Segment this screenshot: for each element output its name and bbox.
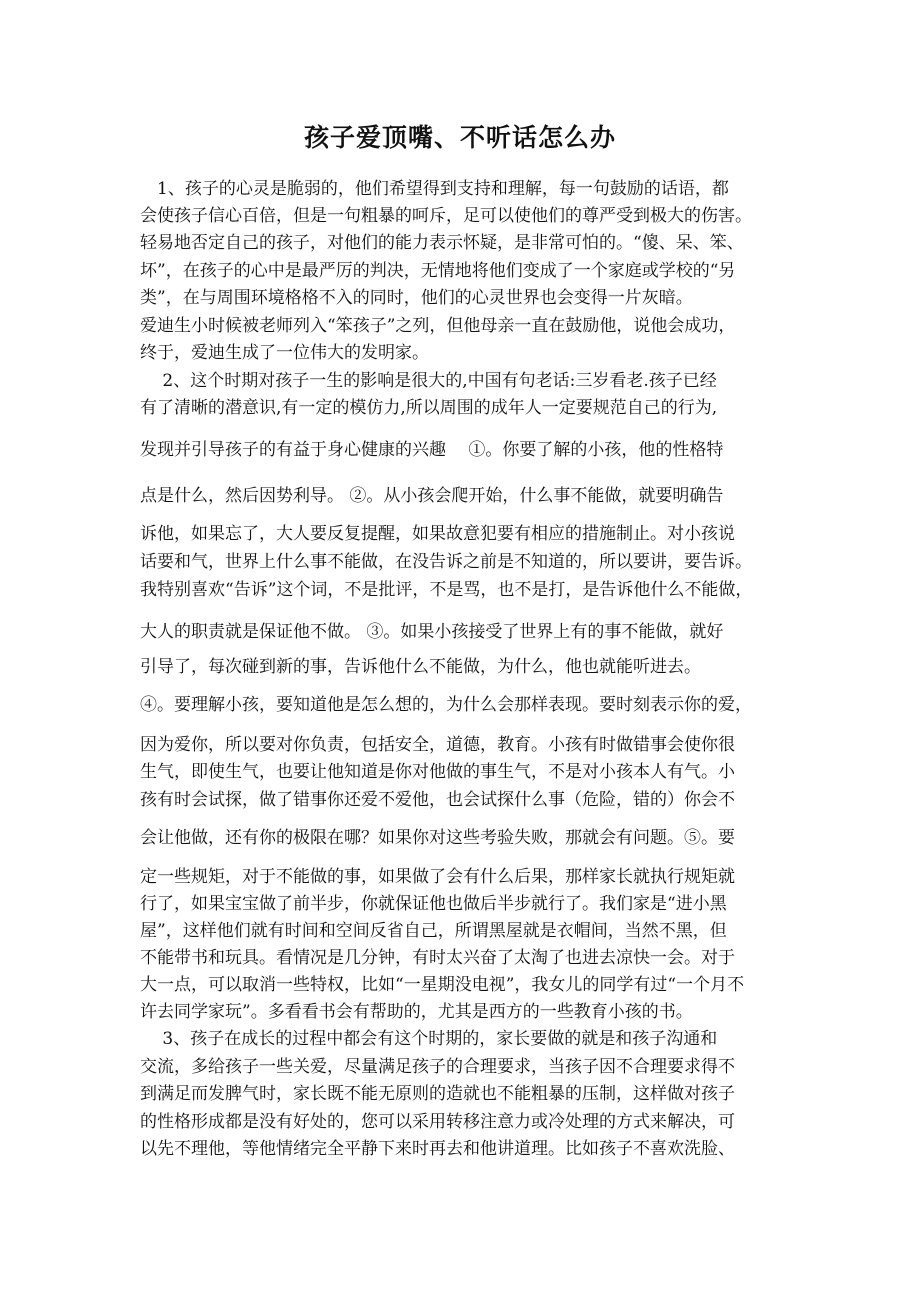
text-line: 1、孩子的心灵是脆弱的，他们希望得到支持和理解，每一句鼓励的话语，都: [140, 179, 729, 199]
text-line: 因为爱你，所以要对你负责，包括安全，道德，教育。小孩有时做错事会使你很: [140, 735, 735, 755]
text-line: 的性格形成都是没有好处的，您可以采用转移注意力或冷处理的方式来解决，可: [140, 1112, 735, 1132]
text-line: 引导了，每次碰到新的事，告诉他什么不能做，为什么，他也就能听进去。: [140, 657, 701, 677]
text-line: 发现并引导孩子的有益于身心健康的兴趣 ①。你要了解的小孩，他的性格特: [140, 440, 724, 460]
text-line: 许去同学家玩”。多看看书会有帮助的，尤其是西方的一些教育小孩的书。: [140, 1002, 693, 1022]
text-line: 爱迪生小时候被老师列入“笨孩子”之列，但他母亲一直在鼓励他，说他会成功，: [140, 316, 736, 336]
text-line: 大一点，可以取消一些特权，比如“一星期没电视”，我女儿的同学有过“一个月不: [140, 975, 745, 995]
text-line: 定一些规矩，对于不能做的事，如果做了会有什么后果，那样家长就执行规矩就: [140, 867, 735, 887]
text-line: 类”，在与周围环境格格不入的同时，他们的心灵世界也会变得一片灰暗。: [140, 288, 693, 308]
text-line: 行了，如果宝宝做了前半步，你就保证他也做后半步就行了。我们家是“进小黑: [140, 894, 727, 914]
text-line: ④。要理解小孩，要知道他是怎么想的，为什么会那样表现。要时刻表示你的爱，: [140, 695, 752, 715]
text-line: 点是什么，然后因势利导。 ②。从小孩会爬开始，什么事不能做，就要明确告: [140, 486, 724, 506]
text-line: 生气，即使生气，也要让他知道是你对他做的事生气，不是对小孩本人有气。小: [140, 762, 735, 782]
text-line: 不能带书和玩具。看情况是几分钟，有时太兴奋了太淘了也进去凉快一会。对于: [140, 948, 735, 968]
text-line: 有了清晰的潜意识,有一定的模仿力,所以周围的成年人一定要规范自己的行为,: [140, 398, 718, 418]
text-line: 我特别喜欢“告诉”这个词，不是批评，不是骂，也不是打，是告诉他什么不能做，: [140, 580, 753, 600]
text-line: 会使孩子信心百倍，但是一句粗暴的呵斥，足可以使他们的尊严受到极大的伤害。: [140, 206, 752, 226]
text-line: 孩有时会试探，做了错事你还爱不爱他，也会试探什么事（危险，错的）你会不: [140, 790, 735, 810]
text-line: 终于，爱迪生成了一位伟大的发明家。: [140, 343, 429, 363]
text-line: 话要和气，世界上什么事不能做，在没告诉之前是不知道的，所以要讲，要告诉。: [140, 552, 752, 572]
text-line: 2、这个时期对孩子一生的影响是很大的,中国有句老话:三岁看老.孩子已经: [140, 371, 717, 391]
text-line: 轻易地否定自己的孩子，对他们的能力表示怀疑，是非常可怕的。“傻、呆、笨、: [140, 233, 744, 253]
text-line: 交流，多给孩子一些关爱，尽量满足孩子的合理要求，当孩子因不合理要求得不: [140, 1057, 735, 1077]
text-line: 大人的职责就是保证他不做。 ③。如果小孩接受了世界上有的事不能做，就好: [140, 622, 724, 642]
text-line: 到满足而发脾气时，家长既不能无原则的造就也不能粗暴的压制，这样做对孩子: [140, 1084, 735, 1104]
text-line: 坏”，在孩子的心中是最严厉的判决，无情地将他们变成了一个家庭或学校的“另: [140, 261, 736, 281]
document-title: 孩子爱顶嘴、不听话怎么办: [303, 123, 616, 152]
text-line: 以先不理他，等他情绪完全平静下来时再去和他讲道理。比如孩子不喜欢洗脸、: [140, 1139, 735, 1159]
text-line: 会让他做，还有你的极限在哪？如果你对这些考验失败，那就会有问题。⑤。要: [140, 828, 735, 848]
text-line: 诉他，如果忘了，大人要反复提醒，如果故意犯要有相应的措施制止。对小孩说: [140, 524, 735, 544]
text-line: 3、孩子在成长的过程中都会有这个时期的，家长要做的就是和孩子沟通和: [140, 1029, 718, 1049]
text-line: 屋”，这样他们就有时间和空间反省自己，所谓黑屋就是衣帽间，当然不黑，但: [140, 921, 727, 941]
